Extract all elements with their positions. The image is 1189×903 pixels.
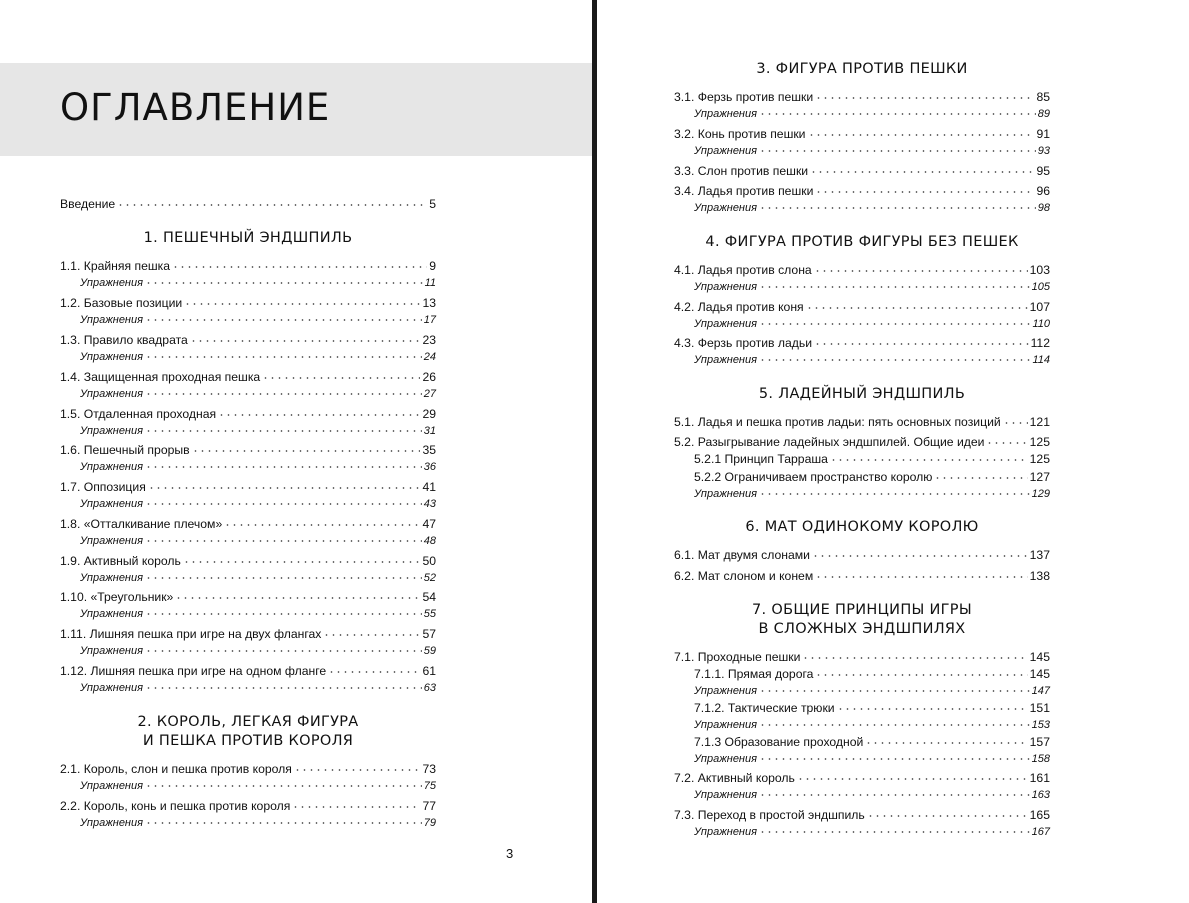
toc-entry-page: 73 (422, 761, 436, 776)
toc-entry-page: 153 (1031, 718, 1050, 731)
toc-entry-exercises[interactable] (674, 824, 1050, 841)
toc-entry-label: Упражнения (80, 498, 143, 511)
toc-entry[interactable] (674, 567, 1050, 584)
leader-dots (175, 588, 420, 600)
toc-entry[interactable] (674, 649, 1050, 666)
toc-entry-label: 3.2. Конь против пешки (674, 126, 806, 141)
toc-entry-page: 145 (1029, 649, 1050, 664)
toc-entry-page: 110 (1032, 317, 1050, 330)
toc-entry-page: 11 (424, 277, 436, 290)
toc-entry-exercises[interactable] (60, 312, 436, 329)
leader-dots (145, 605, 422, 616)
toc-entry[interactable] (60, 552, 436, 569)
toc-entry[interactable] (674, 89, 1050, 106)
toc-entry-label: 1.2. Базовые позиции (60, 296, 183, 311)
toc-entry-label: Упражнения (80, 816, 143, 829)
leader-dots (294, 760, 421, 772)
toc-entry-page: 17 (423, 314, 436, 327)
toc-entry-label: 1.1. Крайняя пешка (60, 259, 171, 274)
toc-entry-label: 1.7. Оппозиция (60, 480, 146, 495)
toc-entry-label: 7.2. Активный король (674, 771, 795, 786)
right-page (597, 0, 1189, 903)
toc-entry-label: Упражнения (694, 144, 757, 157)
toc-entry-label: Упражнения (694, 487, 757, 500)
section-heading-line: 6. МАТ ОДИНОКОМУ КОРОЛЮ (745, 519, 979, 536)
leader-dots (145, 422, 422, 433)
toc-right-column (674, 60, 1050, 841)
toc-entry[interactable] (60, 761, 436, 778)
toc-entry-page: 112 (1030, 336, 1050, 351)
leader-dots (865, 732, 1027, 744)
toc-entry-page: 114 (1032, 354, 1050, 367)
toc-entry-page: 52 (423, 571, 436, 584)
toc-entry-page: 50 (422, 553, 436, 568)
toc-entry-label: 2.2. Король, конь и пешка против короля (60, 798, 291, 813)
toc-entry-page: 161 (1029, 771, 1050, 786)
leader-dots (145, 274, 423, 285)
toc-entry-label: 5.2. Разыгрывание ладейных эндшпилей. Общие идеи (674, 435, 985, 450)
leader-dots (797, 769, 1028, 781)
toc-entry-exercises[interactable] (60, 496, 436, 513)
toc-entry-page: 103 (1029, 262, 1050, 277)
leader-dots (172, 257, 427, 269)
leader-dots (812, 546, 1028, 558)
toc-entry[interactable] (60, 663, 436, 680)
toc-entry-label: 3.3. Слон против пешки (674, 163, 809, 178)
leader-dots (292, 796, 420, 808)
toc-entry[interactable] (674, 183, 1050, 200)
toc-entry-page: 125 (1029, 435, 1050, 450)
toc-entry-label: 4.2. Ладья против коня (674, 299, 804, 314)
toc-entry[interactable] (674, 335, 1050, 352)
leader-dots (145, 569, 422, 580)
toc-entry-page: 163 (1031, 789, 1050, 802)
leader-dots (145, 458, 422, 469)
leader-dots (145, 679, 422, 690)
leader-dots (759, 823, 1030, 834)
section-heading-line: 2. КОРОЛЬ, ЛЕГКАЯ ФИГУРА (137, 713, 359, 730)
toc-entry-exercises[interactable] (60, 643, 436, 660)
toc-entry-page: 157 (1029, 734, 1050, 749)
toc-entry[interactable] (60, 332, 436, 349)
toc-entry-label: 1.5. Отдаленная проходная (60, 406, 217, 421)
toc-entry[interactable] (60, 369, 436, 386)
leader-dots (802, 648, 1027, 660)
toc-entry-label: 7.1.1. Прямая дорога (694, 666, 814, 681)
toc-entry-exercises[interactable] (674, 106, 1050, 123)
toc-entry-label: 3.4. Ладья против пешки (674, 183, 814, 198)
leader-dots (810, 162, 1034, 174)
toc-entry-exercises[interactable] (674, 486, 1050, 503)
toc-entry-label: Упражнения (80, 608, 143, 621)
leader-dots (808, 125, 1035, 137)
toc-entry-page: 93 (1037, 144, 1050, 157)
leader-dots (117, 195, 427, 207)
toc-entry-page: 145 (1029, 666, 1050, 681)
toc-entry-page: 41 (422, 480, 436, 495)
toc-entry-page: 98 (1037, 201, 1050, 214)
toc-entry-page: 107 (1029, 299, 1050, 314)
leader-dots (145, 311, 422, 322)
toc-entry-page: 77 (422, 798, 436, 813)
toc-entry[interactable] (674, 126, 1050, 143)
toc-entry-exercises[interactable] (60, 815, 436, 832)
leader-dots (815, 665, 1027, 677)
leader-dots (806, 297, 1028, 309)
leader-dots (867, 806, 1028, 818)
toc-entry[interactable] (674, 733, 1050, 750)
toc-entry-label: Упражнения (694, 108, 757, 121)
toc-entry-exercises[interactable] (60, 680, 436, 697)
toc-entry-page: 35 (422, 443, 436, 458)
toc-entry-label: Введение (60, 197, 116, 212)
leader-dots (262, 368, 420, 380)
leader-dots (815, 566, 1027, 578)
section-heading-line: 7. ОБЩИЕ ПРИНЦИПЫ ИГРЫ (752, 601, 972, 618)
page-number: 3 (506, 846, 514, 861)
toc-entry[interactable] (674, 434, 1050, 451)
toc-entry-label: Упражнения (80, 571, 143, 584)
toc-entry-exercises[interactable] (60, 606, 436, 623)
toc-entry-page: 31 (423, 424, 436, 437)
toc-entry-exercises[interactable] (674, 279, 1050, 296)
toc-entry-label: 1.3. Правило квадрата (60, 332, 188, 347)
toc-entry-label: 7.1.2. Тактические трюки (694, 700, 835, 715)
toc-entry-exercises[interactable] (60, 423, 436, 440)
toc-entry-intro[interactable] (60, 196, 436, 213)
section-heading (674, 60, 1050, 79)
toc-entry-label: Упражнения (694, 317, 757, 330)
toc-entry-label: 2.1. Король, слон и пешка против короля (60, 761, 292, 776)
toc-entry-label: Упражнения (80, 534, 143, 547)
leader-dots (224, 515, 420, 527)
toc-entry-label: Упражнения (694, 280, 757, 293)
leader-dots (815, 88, 1034, 100)
toc-entry-label: Упражнения (80, 645, 143, 658)
toc-entry-page: 91 (1036, 126, 1050, 141)
toc-entry-label: 1.8. «Отталкивание плечом» (60, 516, 223, 531)
toc-entry-label: 1.4. Защищенная проходная пешка (60, 369, 261, 384)
leader-dots (145, 495, 422, 506)
section-heading-line: В СЛОЖНЫХ ЭНДШПИЛЯХ (758, 620, 966, 637)
toc-entry-page: 63 (423, 681, 436, 694)
toc-entry-page: 85 (1036, 90, 1050, 105)
toc-entry[interactable] (60, 295, 436, 312)
toc-entry-label: 5.2.1 Принцип Тарраша (694, 452, 828, 467)
toc-entry-label: Упражнения (694, 718, 757, 731)
toc-entry-label: 1.12. Лишняя пешка при игре на одном фланге (60, 663, 327, 678)
toc-entry-label: Упражнения (80, 387, 143, 400)
toc-entry-label: Упражнения (80, 424, 143, 437)
leader-dots (986, 433, 1027, 445)
section-heading-line: 3. ФИГУРА ПРОТИВ ПЕШКИ (756, 61, 968, 77)
toc-entry-exercises[interactable] (60, 275, 436, 292)
leader-dots (759, 750, 1030, 761)
toc-entry-label: Упражнения (694, 789, 757, 802)
leader-dots (183, 551, 421, 563)
leader-dots (759, 786, 1030, 797)
toc-entry-page: 125 (1029, 452, 1050, 467)
toc-entry-page: 29 (422, 406, 436, 421)
section-heading-line: 1. ПЕШЕЧНЫЙ ЭНДШПИЛЬ (143, 230, 353, 247)
toc-entry-page: 127 (1029, 469, 1050, 484)
toc-entry-page: 23 (422, 332, 436, 347)
section-heading (674, 385, 1050, 404)
toc-entry-page: 43 (423, 498, 436, 511)
toc-entry-page: 147 (1031, 684, 1050, 697)
toc-entry-page: 151 (1029, 700, 1050, 715)
toc-entry-page: 138 (1029, 568, 1050, 583)
toc-entry[interactable] (60, 479, 436, 496)
leader-dots (145, 385, 422, 396)
toc-entry[interactable] (674, 262, 1050, 279)
toc-entry-label: 7.1.3 Образование проходной (694, 734, 864, 749)
toc-entry[interactable] (674, 163, 1050, 180)
toc-entry-label: Упражнения (80, 461, 143, 474)
leader-dots (759, 351, 1030, 362)
toc-entry-label: Упражнения (694, 201, 757, 214)
toc-entry-page: 75 (423, 779, 436, 792)
leader-dots (759, 105, 1036, 116)
toc-entry-label: 1.6. Пешечный прорыв (60, 443, 190, 458)
section-heading-line: 5. ЛАДЕЙНЫЙ ЭНДШПИЛЬ (758, 385, 966, 402)
toc-entry-page: 137 (1029, 548, 1050, 563)
leader-dots (814, 261, 1028, 273)
toc-entry-page: 89 (1037, 108, 1050, 121)
toc-entry-page: 158 (1031, 752, 1050, 765)
toc-entry-page: 79 (423, 816, 436, 829)
toc-entry-page: 24 (423, 350, 436, 363)
toc-entry[interactable] (674, 547, 1050, 564)
toc-entry-label: 1.11. Лишняя пешка при игре на двух флангах (60, 627, 322, 642)
leader-dots (145, 642, 422, 653)
leader-dots (148, 478, 421, 490)
toc-entry-page: 48 (423, 534, 436, 547)
toc-entry-label: Упражнения (80, 277, 143, 290)
leader-dots (934, 467, 1027, 479)
toc-entry-page: 96 (1036, 183, 1050, 198)
toc-entry[interactable] (674, 451, 1050, 468)
left-page (0, 0, 592, 903)
section-heading (674, 233, 1050, 252)
toc-entry-label: Упражнения (80, 314, 143, 327)
leader-dots (814, 334, 1029, 346)
section-heading (674, 518, 1050, 537)
leader-dots (218, 404, 420, 416)
right-sections (674, 60, 1050, 841)
toc-entry-page: 121 (1029, 415, 1050, 430)
toc-entry-label: 6.1. Мат двумя слонами (674, 548, 810, 563)
leader-dots (323, 625, 420, 637)
toc-entry-exercises[interactable] (674, 200, 1050, 217)
toc-entry-label: Упражнения (694, 752, 757, 765)
leader-dots (837, 699, 1028, 711)
toc-entry-exercises[interactable] (60, 533, 436, 550)
toc-entry-label: 1.10. «Треугольник» (60, 590, 174, 605)
leader-dots (328, 662, 420, 674)
leader-dots (145, 777, 422, 788)
toc-entry-label: 7.3. Переход в простой эндшпиль (674, 808, 865, 823)
toc-entry-label: Упражнения (80, 681, 143, 694)
toc-entry-page: 26 (422, 369, 436, 384)
leader-dots (759, 278, 1030, 289)
leader-dots (192, 441, 421, 453)
toc-entry-label: 7.1. Проходные пешки (674, 649, 801, 664)
toc-entry[interactable] (60, 258, 436, 275)
toc-entry-exercises[interactable] (674, 717, 1050, 734)
toc-entry-page: 5 (429, 197, 436, 212)
section-heading (60, 713, 436, 751)
toc-entry[interactable] (674, 298, 1050, 315)
toc-entry[interactable] (674, 414, 1050, 431)
section-heading-line: 4. ФИГУРА ПРОТИВ ФИГУРЫ БЕЗ ПЕШЕК (705, 233, 1019, 250)
toc-entry-page: 57 (422, 627, 436, 642)
toc-entry[interactable] (60, 442, 436, 459)
toc-entry-exercises[interactable] (674, 352, 1050, 369)
toc-entry[interactable] (674, 807, 1050, 824)
toc-entry-exercises[interactable] (674, 683, 1050, 700)
toc-entry-exercises[interactable] (674, 751, 1050, 768)
leader-dots (184, 294, 420, 306)
leader-dots (1003, 413, 1028, 425)
toc-entry-label: 5.2.2 Ограничиваем пространство королю (694, 469, 933, 484)
toc-entry-page: 54 (422, 590, 436, 605)
toc-entry-page: 13 (422, 296, 436, 311)
leader-dots (759, 315, 1030, 326)
toc-entry-label: Упражнения (694, 684, 757, 697)
leader-dots (759, 716, 1030, 727)
leader-dots (145, 814, 422, 825)
toc-entry[interactable] (674, 666, 1050, 683)
toc-entry-label: Упражнения (694, 826, 757, 839)
toc-entry-exercises[interactable] (60, 349, 436, 366)
toc-entry-page: 55 (423, 608, 436, 621)
toc-entry-exercises[interactable] (674, 316, 1050, 333)
leader-dots (145, 348, 422, 359)
section-heading (674, 601, 1050, 639)
toc-entry-page: 165 (1029, 808, 1050, 823)
leader-dots (759, 199, 1036, 210)
page-title: ОГЛАВЛЕНИЕ (60, 86, 331, 129)
toc-entry[interactable] (674, 770, 1050, 787)
toc-entry-page: 27 (423, 387, 436, 400)
toc-entry-exercises[interactable] (60, 386, 436, 403)
toc-entry-page: 59 (423, 645, 436, 658)
toc-entry-exercises[interactable] (674, 143, 1050, 160)
toc-entry[interactable] (674, 468, 1050, 485)
toc-entry-exercises[interactable] (60, 459, 436, 476)
toc-entry[interactable] (674, 700, 1050, 717)
toc-entry-label: Упражнения (694, 354, 757, 367)
toc-entry-page: 167 (1031, 826, 1050, 839)
toc-entry-label: 1.9. Активный король (60, 553, 181, 568)
toc-entry-exercises[interactable] (60, 570, 436, 587)
section-heading-line: И ПЕШКА ПРОТИВ КОРОЛЯ (142, 732, 354, 749)
leader-dots (815, 182, 1034, 194)
toc-entry[interactable] (60, 516, 436, 533)
toc-entry-label: 4.1. Ладья против слона (674, 262, 812, 277)
toc-left-column (60, 196, 436, 831)
toc-entry-exercises[interactable] (674, 787, 1050, 804)
toc-entry[interactable] (60, 405, 436, 422)
section-heading (60, 229, 436, 248)
toc-entry-label: 4.3. Ферзь против ладьи (674, 336, 813, 351)
toc-entry-label: Упражнения (80, 350, 143, 363)
left-sections (60, 229, 436, 831)
toc-entry-page: 95 (1036, 163, 1050, 178)
toc-entry[interactable] (60, 797, 436, 814)
toc-entry-page: 61 (422, 663, 436, 678)
toc-entry[interactable] (60, 589, 436, 606)
toc-entry[interactable] (60, 626, 436, 643)
toc-entry-exercises[interactable] (60, 778, 436, 795)
toc-entry-page: 9 (429, 259, 436, 274)
toc-entry-label: 3.1. Ферзь против пешки (674, 90, 814, 105)
leader-dots (830, 450, 1028, 462)
leader-dots (759, 682, 1030, 693)
leader-dots (145, 532, 422, 543)
toc-entry-page: 105 (1031, 280, 1050, 293)
leader-dots (759, 142, 1036, 153)
leader-dots (759, 485, 1030, 496)
toc-entry-label: Упражнения (80, 779, 143, 792)
leader-dots (190, 331, 421, 343)
toc-entry-page: 36 (423, 461, 436, 474)
toc-entry-label: 6.2. Мат слоном и конем (674, 568, 814, 583)
toc-entry-page: 47 (422, 516, 436, 531)
toc-entry-label: 5.1. Ладья и пешка против ладьи: пять основных позиций (674, 415, 1001, 430)
toc-entry-page: 129 (1031, 487, 1050, 500)
